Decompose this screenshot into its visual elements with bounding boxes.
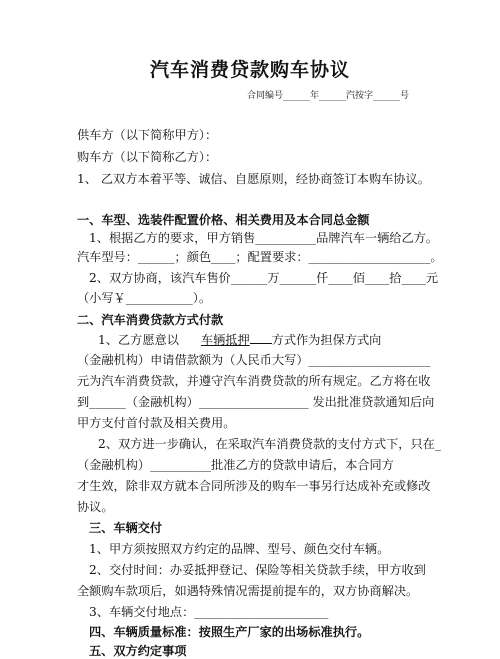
section-1-model-line: 汽车型号：______；颜色____；配置要求：____________________。 [77, 250, 443, 264]
section-2-payment-line: 甲方支付首付款及相关费用。 [77, 416, 236, 430]
section-2-item-1-prefix: 1、乙方愿意以 [98, 333, 179, 347]
section-5-heading: 五、双方约定事项 [89, 644, 187, 658]
section-1-amount-line: （小写￥___________）。 [77, 291, 212, 305]
clause-intro: 1、 乙双方本着平等、诚信、自愿原则，经协商签订本购车协议。 [77, 172, 430, 186]
page-title: 汽车消费贷款购车协议 [149, 59, 350, 81]
section-2-item-2-cont-1: （金融机构）__________批准乙方的贷款申请后，本合同方 [77, 458, 394, 472]
section-2-item-2-cont-2: 才生效，除非双方就本合同所涉及的购车一事另行达成补充或修改 [77, 479, 431, 493]
section-2-item-2-cont-3: 协议。 [77, 500, 114, 514]
section-3-item-1: 1、甲方须按照双方约定的品牌、型号、颜色交付车辆。 [89, 542, 390, 556]
supplier-line: 供车方（以下简称甲方）： [77, 128, 218, 142]
section-3-item-3: 3、车辆交付地点：______________________ [89, 605, 329, 619]
section-2-loan-line: （金融机构）申请借款额为（人民币大写）____________________ [77, 353, 431, 367]
section-4-heading: 四、车辆质量标准：按照生产厂家的出场标准执行。 [89, 625, 370, 639]
section-2-item-1 [98, 331, 381, 348]
contract-number: 合同编号______年______汽按字______号 [247, 91, 410, 101]
section-1-heading: 一、车型、选装件配置价格、相关费用及本合同总金额 [77, 213, 370, 227]
section-3-heading: 三、车辆交付 [89, 521, 163, 535]
guarantee-method: 车辆抵押 [200, 333, 250, 347]
buyer-line: 购车方（以下简称乙方）： [77, 150, 218, 164]
section-2-rules-line: 元为汽车消费贷款，并遵守汽车消费贷款的所有规定。乙方将在收 [77, 374, 431, 388]
section-2-heading: 二、汽车消费贷款方式付款 [77, 313, 224, 327]
section-2-approval-line: 到______（金融机构）__________________ 发出批准贷款通知后向 [77, 395, 435, 409]
section-1-item-2: 2、双方协商，该汽车售价______万______仟____佰____拾____元 [89, 271, 439, 285]
section-1-item-1: 1、根据乙方的要求，甲方销售__________品牌汽车一辆给乙方。 [89, 231, 439, 245]
section-2-item-1-suffix: 方式作为担保方式向 [271, 333, 382, 347]
section-3-item-2: 2、交付时间：办妥抵押登记、保险等相关贷款手续，甲方收到 [89, 563, 426, 577]
section-2-item-2: 2、双方进一步确认，在采取汽车消费贷款的支付方式下，只在_ [98, 437, 441, 451]
section-3-item-2-cont: 全额购车款项后，如遇特殊情况需提前提车的，双方协商解决。 [77, 584, 419, 598]
